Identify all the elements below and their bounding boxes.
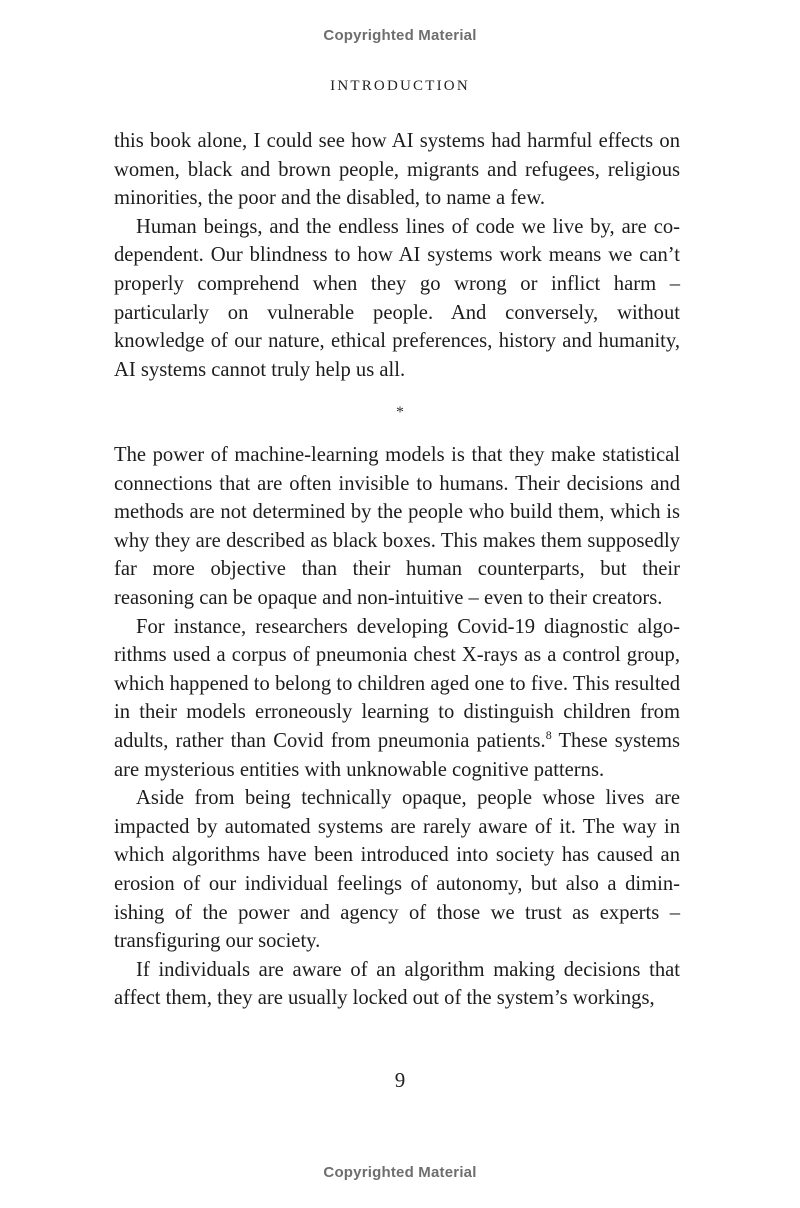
- footnote-reference[interactable]: 8: [545, 727, 552, 742]
- paragraph: Human beings, and the endless lines of code we live by, are co-dependent. Our blindness to how AI systems work means we can’t properly comprehend when they go wrong or inflict harm – particularly on vulnerable people. And conversely, without knowledge of our nature, ethical preferences, history and humanity, AI systems cannot truly help us all.: [114, 215, 680, 381]
- copyright-watermark-top: Copyrighted Material: [323, 27, 477, 44]
- paragraph-with-note: [114, 613, 680, 785]
- text-section-1: [114, 127, 680, 384]
- text-section-2: [114, 441, 680, 1013]
- paragraph: Aside from being technically opaque, people whose lives are impacted by automated systems are rarely aware of it. The way in which algorithms have been introduced into society has caused an erosion of our individual feelings of autonomy, but also a diminishing of the power and agency of those we trust as experts – transfiguring our society.: [114, 787, 680, 953]
- running-head: INTRODUCTION: [330, 78, 470, 94]
- section-break-asterisk: *: [396, 404, 404, 421]
- copyright-watermark-bottom: Copyrighted Material: [323, 1164, 477, 1181]
- paragraph-text: For instance, researchers developing Covid-19 diagnostic algorithms used a corpus of pneumonia chest X-rays as a control group, which happened to belong to children aged one to five. This resulted in their models erroneously learning to distinguish children from adults, rather than Covid from pneumonia patients.: [114, 615, 680, 752]
- paragraph-continued: this book alone, I could see how AI systems had harmful effects on women, black and brown people, migrants and refugees, religious minorities, the poor and the disabled, to name a few.: [114, 130, 680, 210]
- paragraph: The power of machine-learning models is that they make statistical connections that are often invisible to humans. Their decisions and methods are not determined by the people who build them, which is why they are described as black boxes. This makes them supposedly far more objective than their human counterparts, but their reasoning can be opaque and non-intuitive – even to their creators.: [114, 444, 680, 609]
- paragraph-text: These systems are mysterious entities with unknowable cognitive patterns.: [114, 729, 680, 781]
- page-number: 9: [394, 1068, 406, 1092]
- paragraph: If individuals are aware of an algorithm making decisions that affect them, they are usually locked out of the system’s workings,: [114, 958, 680, 1010]
